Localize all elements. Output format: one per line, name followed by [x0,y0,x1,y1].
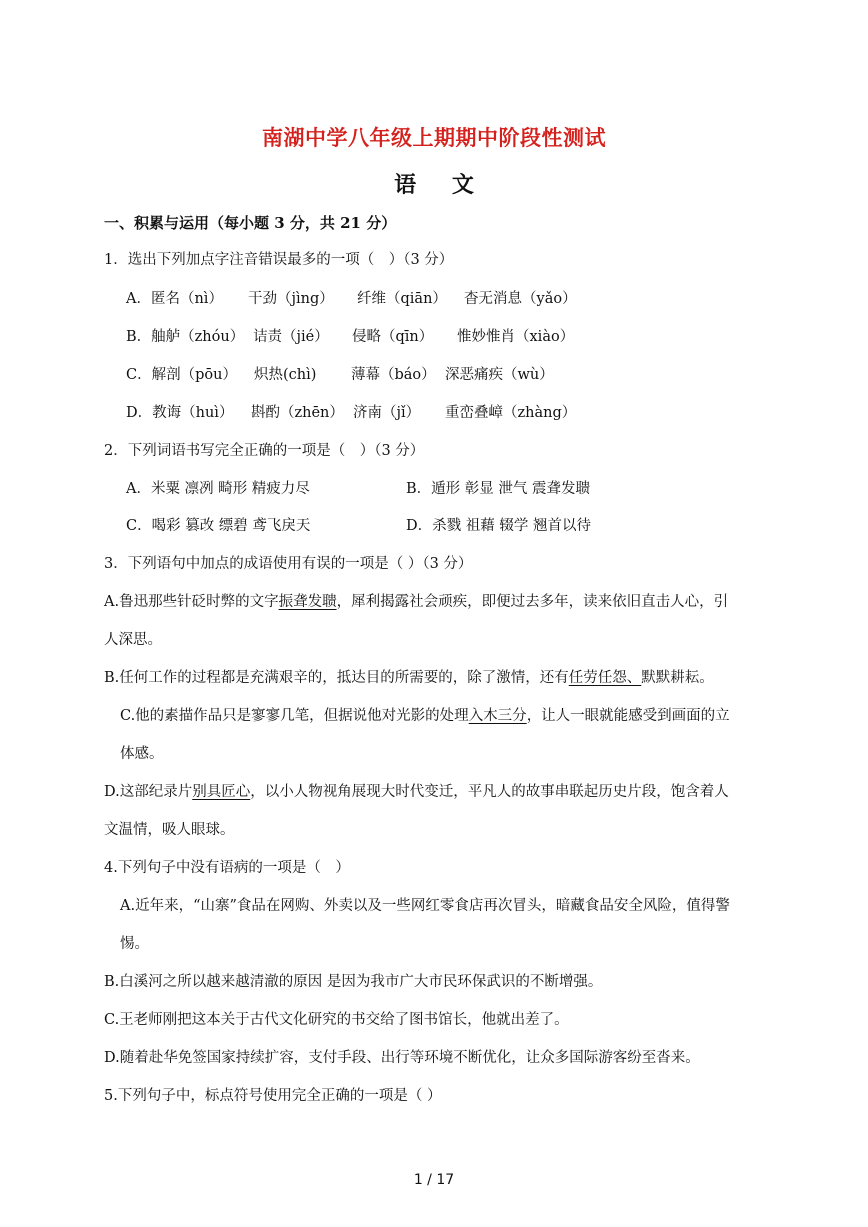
q1-option-d-1: D．教诲（huì） [126,405,234,421]
q1-option-c-2: 炽热(chì) [254,367,317,383]
q3-b-idiom: 任劳任怨、 [568,670,642,686]
q3-c-text-end: ，让人一眼就能感受到画面的立 [526,708,730,724]
q3-c-idiom: 入木三分 [468,708,527,724]
q1-option-c-3: 薄幕（báo） [351,367,436,383]
q3-b-text-start: B.任何工作的过程都是充满艰辛的，抵达目的所需要的，除了激情，还有 [104,670,569,686]
q3-a-idiom: 振聋发聩 [278,594,337,610]
q1-option-c-4: 深恶痛疾（wù） [445,367,554,383]
q3-option-c-line2: 体感。 [120,746,164,762]
q3-a-text-end: ，犀利揭露社会顽疾，即便过去多年，读来依旧直击人心，引 [336,594,729,610]
q2-option-a: A．米粟 凛冽 畸形 精疲力尽 [126,481,310,497]
q1-option-d-2: 斟酌（zhēn） [251,405,344,421]
q1-option-d-4: 重峦叠嶂（zhàng） [445,405,577,421]
q3-c-text-start: C.他的素描作品只是寥寥几笔，但据说他对光影的处理 [120,708,469,724]
q3-option-d-line1 [104,782,729,802]
q3-b-text-end: 默默耕耘。 [641,670,714,686]
q1-option-a-4: 杳无消息（yǎo） [464,291,577,307]
q2-option-c: C．喝彩 篡改 缥碧 鸢飞戾天 [126,518,311,534]
q3-option-d-line2: 文温情，吸人眼球。 [104,822,235,838]
q1-option-b-2: 诘责（jié） [253,329,329,345]
q3-option-a-line2: 人深思。 [104,632,162,648]
section-heading: 一、积累与运用（每小题 3 分，共 21 分） [104,214,397,232]
page-number: 1 / 17 [413,1172,455,1188]
q3-option-b [104,668,714,688]
q3-d-text-start: D.这部纪录片 [104,784,193,800]
q1-option-a-1: A．匿名（nì） [126,291,223,307]
q3-a-text-start: A.鲁迅那些针砭时弊的文字 [104,594,279,610]
question-3-stem: 3．下列语句中加点的成语使用有误的一项是（ ）（3 分） [104,556,473,572]
q1-option-a-2: 干劲（jìng） [248,291,334,307]
q2-option-b: B．遁形 彰显 泄气 震聋发聩 [406,481,590,497]
q1-option-b-3: 侵略（qīn） [352,329,434,345]
exam-title: 南湖中学八年级上期期中阶段性测试 [262,125,606,150]
question-4-stem: 4.下列句子中没有语病的一项是（ ） [104,860,350,876]
q3-option-c-line1 [120,706,730,726]
subject-heading: 语 文 [394,172,474,198]
q3-d-idiom: 别具匠心 [192,784,251,800]
q3-d-text-end: ，以小人物视角展现大时代变迁，平凡人的故事串联起历史片段，饱含着人 [250,784,729,800]
question-5-stem: 5.下列句子中，标点符号使用完全正确的一项是（ ） [104,1088,442,1104]
question-1-stem: 1．选出下列加点字注音错误最多的一项（ ）（3 分） [104,252,454,268]
q4-option-a-line2: 惕。 [120,936,149,952]
q1-option-b-1: B．舳舻（zhóu） [126,329,245,345]
q4-option-c: C.王老师刚把这本关于古代文化研究的书交给了图书馆长，他就出差了。 [104,1012,569,1028]
q3-option-a-line1 [104,592,728,612]
q4-option-d: D.随着赴华免签国家持续扩容，支付手段、出行等环境不断优化，让众多国际游客纷至沓来。 [104,1050,700,1066]
q1-option-a-3: 纤维（qiān） [357,291,447,307]
q4-option-a-line1: A.近年来，“山寨”食品在网购、外卖以及一些网红零食店再次冒头，暗藏食品安全风险，值得警 [120,898,730,914]
q1-option-b-4: 惟妙惟肖（xiào） [457,329,575,345]
q1-option-c-1: C．解剖（pōu） [126,367,237,383]
q2-option-d: D．杀戮 祖藉 辍学 翘首以待 [406,518,591,534]
question-2-stem: 2．下列词语书写完全正确的一项是（ ）（3 分） [104,443,425,459]
q1-option-d-3: 济南（jǐ） [353,405,421,421]
q4-option-b: B.白溪河之所以越来越清澈的原因 是因为我市广大市民环保武识的不断增强。 [104,974,603,990]
